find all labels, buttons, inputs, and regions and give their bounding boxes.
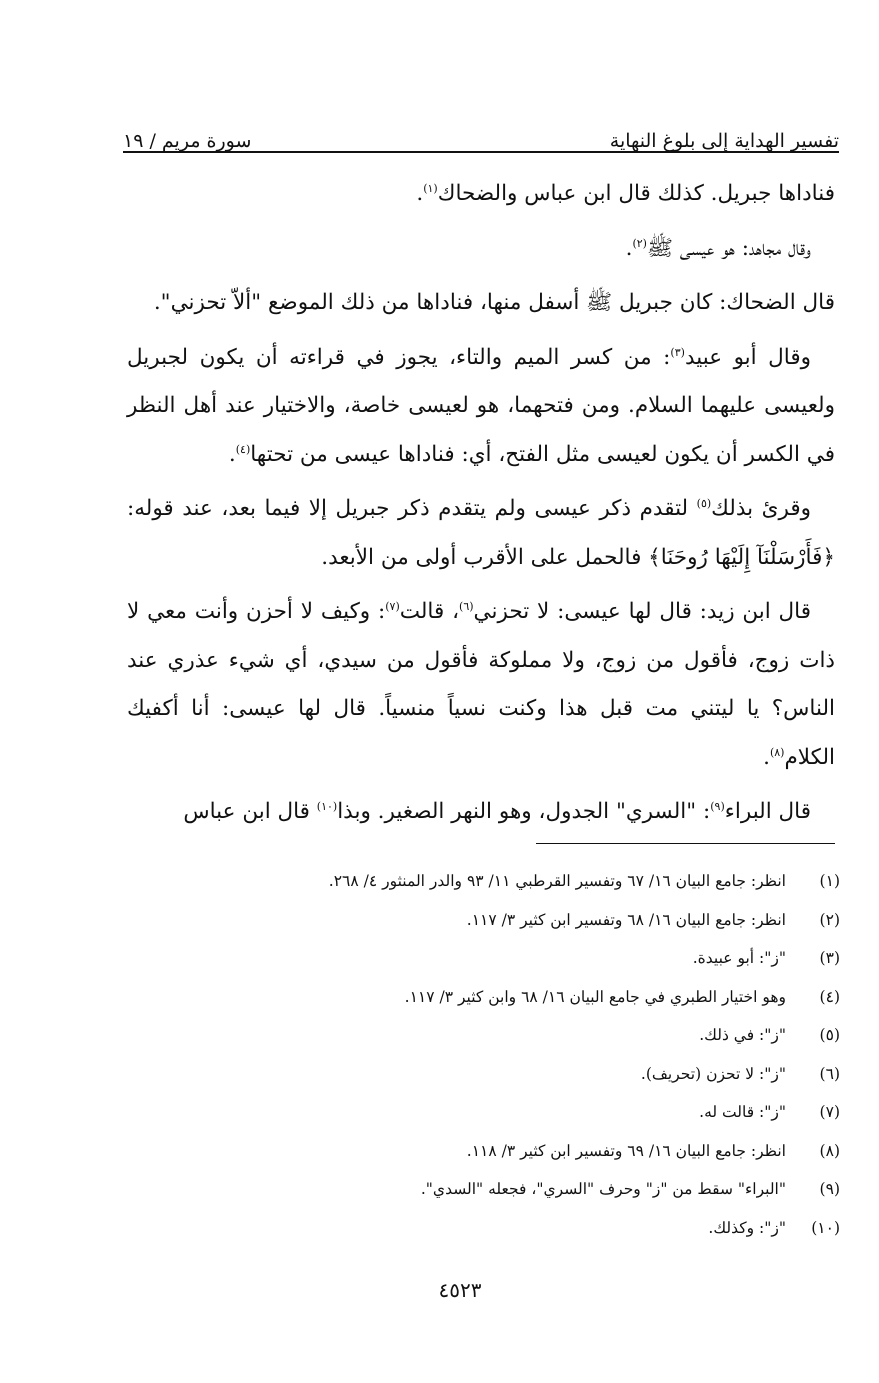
footnote-marker: (٢)	[632, 236, 647, 250]
footnote-marker: (٨)	[769, 745, 785, 759]
paragraph	[127, 170, 835, 219]
footnote-text: "ز": أبو عبيدة.	[692, 949, 786, 968]
footnotes	[300, 862, 840, 1247]
footnote-number: (٥)	[819, 1026, 840, 1045]
footnote	[300, 1132, 840, 1171]
footnote-marker: (٦)	[459, 599, 474, 613]
footnote-number: (٩)	[819, 1180, 840, 1199]
main-text	[127, 170, 835, 843]
footnote-text: "ز": قالت له.	[699, 1103, 786, 1122]
footnote-text: انظر: جامع البيان ١٦/ ٦٨ وتفسير ابن كثير ٣/ ١١٧.	[466, 910, 786, 929]
paragraph	[127, 588, 835, 782]
paragraph	[127, 225, 835, 274]
text-run: : "السري" الجدول، وهو النهر الصغير. وبذا	[337, 799, 711, 824]
footnote-marker: (٥)	[696, 496, 712, 510]
footnote	[300, 1170, 840, 1209]
footnote-text: "ز": في ذلك.	[699, 1026, 786, 1045]
text-run: .	[625, 235, 633, 261]
text-run: قال الضحاك: كان جبريل ﷺ أسفل منها، فناداها من ذلك الموضع "ألاّ تحزني".	[153, 290, 835, 315]
footnote-text: انظر: جامع البيان ١٦/ ٦٧ وتفسير القرطبي ١١/ ٩٣ والدر المنثور ٤/ ٢٦٨.	[328, 872, 786, 891]
text-run: : من كسر الميم والتاء، يجوز في قراءته أن يكون لجبريل ولعيسى عليهما السلام. ومن فتحهما، هو لعيسى خاصة، والاختيار عند أهل النظر في الكسر أن يكون لعيسى مثل الفتح، أي: فناداها عيسى من تحتها	[127, 344, 835, 467]
paragraph	[127, 788, 835, 837]
text-run: قال ابن زيد: قال لها عيسى: لا تحزني	[473, 599, 811, 624]
footnote-number: (٨)	[819, 1141, 840, 1160]
footnote-number: (١٠)	[811, 1218, 840, 1237]
footnote-text: "البراء" سقط من "ز" وحرف "السري"، فجعله "السدي".	[420, 1180, 786, 1199]
text-run: قال ابن عباس	[183, 799, 317, 824]
footnote-text: انظر: جامع البيان ١٦/ ٦٩ وتفسير ابن كثير ٣/ ١١٨.	[466, 1141, 786, 1160]
text-run: ﷺ	[646, 235, 673, 261]
paragraph	[127, 279, 835, 328]
footnote	[300, 1209, 840, 1248]
page-number: ٤٥٢٣	[438, 1278, 482, 1302]
header-rule	[123, 151, 839, 153]
footnote-text: "ز": لا تحزن (تحريف).	[640, 1064, 786, 1083]
footnote-marker: (٩)	[710, 799, 725, 813]
text-run: .	[228, 441, 236, 467]
footnote-number: (١)	[819, 872, 840, 891]
footnote-number: (٦)	[819, 1064, 840, 1083]
text-run: لتقدم ذكر عيسى ولم يتقدم ذكر جبريل إلا فيما بعد، عند قوله: ﴿فَأَرْسَلْنَآ إِلَيْهَا رُوحَنَا﴾ فالحمل على الأقرب أولى من الأبعد.	[127, 496, 835, 570]
footnote-text: "ز": وكذلك.	[708, 1218, 786, 1237]
footnote-separator	[536, 843, 835, 844]
paragraph	[127, 334, 835, 480]
footnote	[300, 1093, 840, 1132]
book-title: تفسير الهداية إلى بلوغ النهاية	[609, 130, 839, 152]
running-header	[123, 110, 839, 152]
footnote-marker: (٤)	[235, 442, 251, 456]
footnote-marker: (١)	[423, 181, 438, 195]
footnote-number: (٢)	[819, 910, 840, 929]
text-run: ، قالت	[399, 599, 460, 624]
text-run: وقال أبو عبيد	[684, 344, 812, 370]
text-run: : وكيف لا أحزن وأنت معي لا ذات زوج، فأقول من زوج، ولا مملوكة فأقول من سيدي، أي شيء عذري عند الناس؟ يا ليتني مت قبل هذا وكنت نسياً منسياً. قال لها عيسى: أنا أكفيك الكلام	[127, 599, 835, 770]
footnote	[300, 862, 840, 901]
footnote-number: (٤)	[819, 987, 840, 1006]
paragraph	[127, 485, 835, 582]
surah-reference: سورة مريم / ١٩	[123, 130, 252, 152]
text-run: فناداها جبريل. كذلك قال ابن عباس والضحاك	[437, 181, 835, 206]
text-run: قال البراء	[724, 799, 811, 824]
footnote-marker: (١٠)	[316, 799, 338, 813]
text-run: .	[763, 744, 770, 770]
footnote-marker: (٧)	[385, 599, 400, 613]
footnote-number: (٣)	[819, 949, 840, 968]
text-run: وقال مجاهد: هو عيسى	[672, 235, 811, 261]
footnote	[300, 939, 840, 978]
text-run: وقرئ بذلك	[711, 496, 811, 521]
footnote	[300, 1055, 840, 1094]
footnote-text: وهو اختيار الطبري في جامع البيان ١٦/ ٦٨ وابن كثير ٣/ ١١٧.	[404, 987, 786, 1006]
footnote-marker: (٣)	[670, 345, 685, 359]
footnote-number: (٧)	[819, 1103, 840, 1122]
footnote	[300, 901, 840, 940]
text-run: .	[416, 181, 424, 206]
footnote	[300, 1016, 840, 1055]
footnote	[300, 978, 840, 1017]
